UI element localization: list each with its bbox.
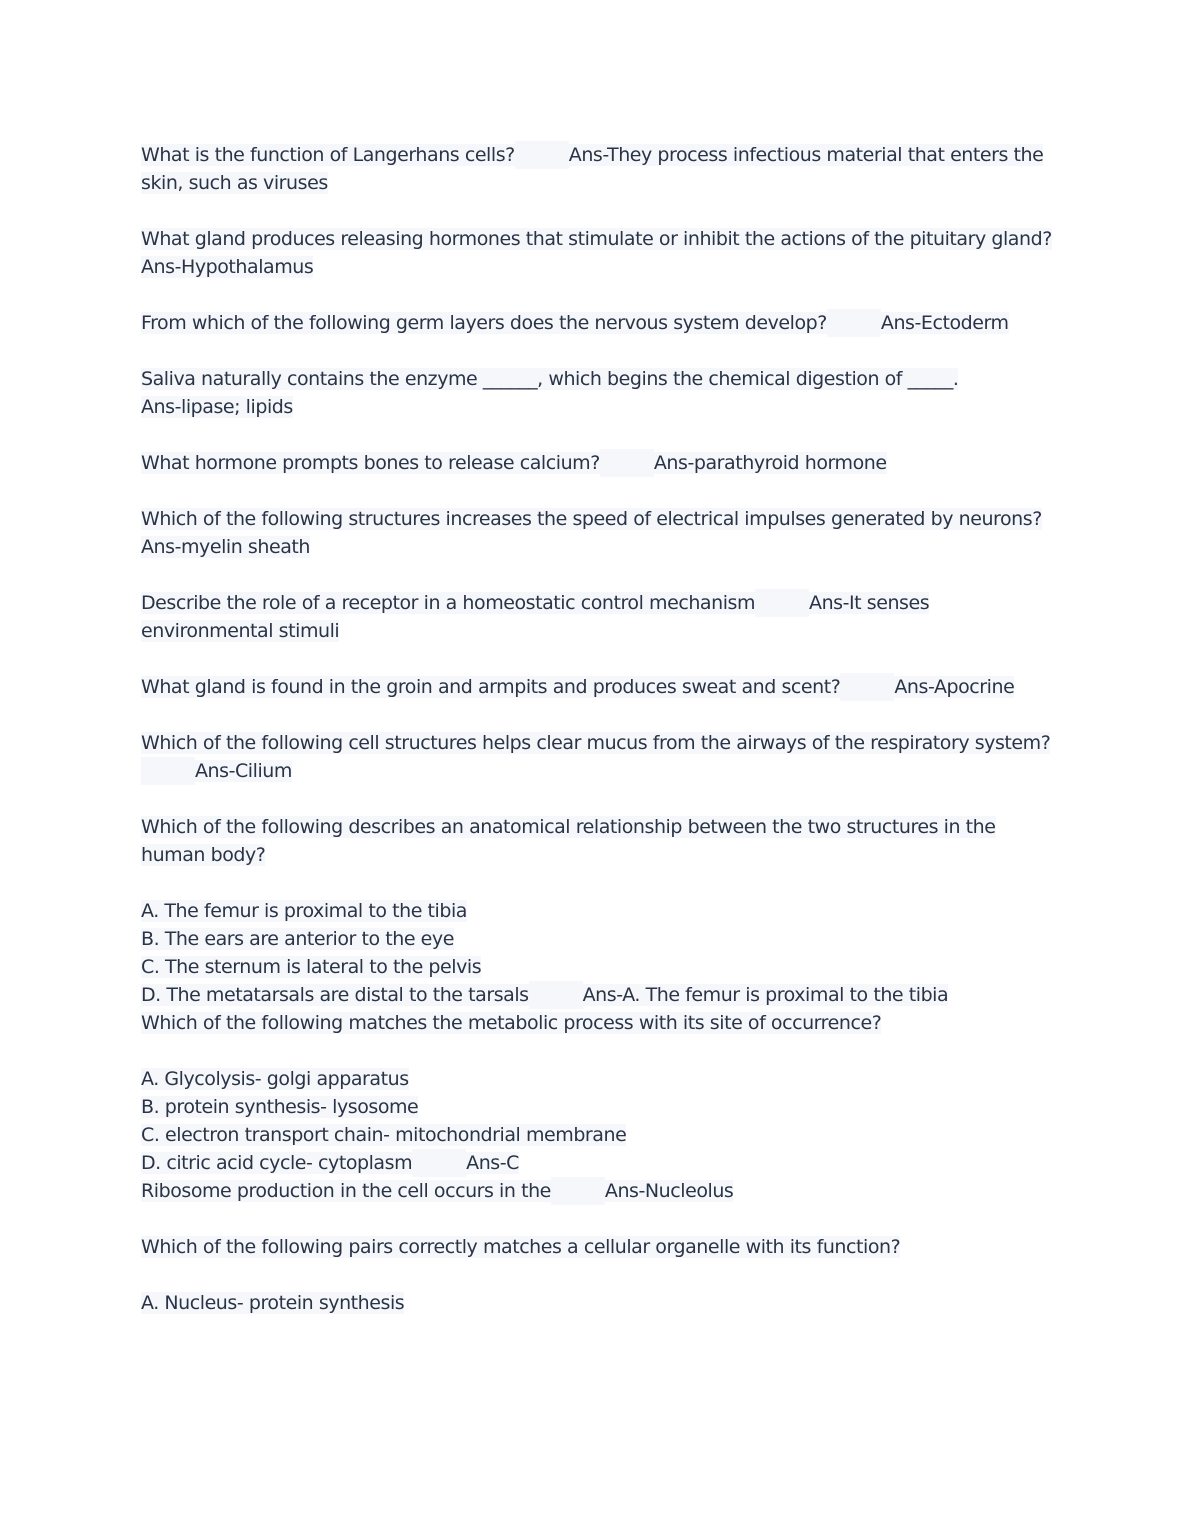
option-item (141, 1289, 1061, 1317)
question-text-block (141, 1233, 1061, 1261)
qa-item (141, 813, 1061, 869)
answer-text: Ans-myelin sheath (141, 536, 310, 558)
qa-item (141, 729, 1061, 785)
answer-text: Ans-lipase; lipids (141, 396, 293, 418)
answer-text: Ans-A. The femur is proximal to the tibia (582, 984, 949, 1006)
answer-text: Ans-Cilium (195, 760, 292, 782)
qa-item (141, 449, 1061, 477)
option-item (141, 981, 1061, 1009)
question-text: Ribosome production in the cell occurs in the (141, 1180, 551, 1202)
option-list (141, 1065, 1061, 1177)
answer-text: Ans-Hypothalamus (141, 256, 314, 278)
option-item (141, 953, 1061, 981)
option-text: B. protein synthesis- lysosome (141, 1096, 419, 1118)
answer-gap (515, 141, 569, 169)
document-page (141, 141, 1061, 1317)
qa-text (141, 365, 1061, 421)
answer-gap (755, 589, 809, 617)
qa-item (141, 1233, 1061, 1261)
question-text: What is the function of Langerhans cells? (141, 144, 515, 166)
answer-text: Ans-They process infectious material that enters the skin, such as viruses (141, 144, 1044, 194)
qa-text (141, 505, 1061, 561)
option-item (141, 1093, 1061, 1121)
option-text: D. citric acid cycle- cytoplasm (141, 1152, 413, 1174)
question-text: What gland is found in the groin and armpits and produces sweat and scent? (141, 676, 841, 698)
option-text: A. The femur is proximal to the tibia (141, 900, 467, 922)
answer-text: Ans-Apocrine (894, 676, 1015, 698)
question-text: Describe the role of a receptor in a homeostatic control mechanism (141, 592, 756, 614)
option-item (141, 897, 1061, 925)
qa-item (141, 309, 1061, 337)
qa-text (141, 449, 1061, 477)
option-item (141, 1149, 1061, 1177)
qa-text (141, 225, 1061, 281)
question-text: What hormone prompts bones to release calcium? (141, 452, 600, 474)
answer-text: Ans-C (466, 1152, 519, 1174)
qa-item (141, 673, 1061, 701)
question-text: Which of the following pairs correctly matches a cellular organelle with its function? (141, 1236, 901, 1258)
qa-text (141, 309, 1061, 337)
question-text: What gland produces releasing hormones that stimulate or inhibit the actions of the pituitary gland? (141, 228, 1052, 250)
answer-text: Ans-Nucleolus (604, 1180, 734, 1202)
option-text: B. The ears are anterior to the eye (141, 928, 454, 950)
question-text: Which of the following describes an anatomical relationship between the two structures in the human body? (141, 816, 996, 866)
qa-text (141, 589, 1061, 645)
answer-gap (600, 449, 654, 477)
option-text: C. electron transport chain- mitochondrial membrane (141, 1124, 627, 1146)
question-text: Which of the following matches the metabolic process with its site of occurrence? (141, 1012, 882, 1034)
answer-gap (840, 673, 894, 701)
question-text: Which of the following cell structures helps clear mucus from the airways of the respiratory system? (141, 732, 1051, 754)
option-item (141, 1065, 1061, 1093)
question-text: Saliva naturally contains the enzyme ______, which begins the chemical digestion of _____. (141, 368, 959, 390)
option-text: A. Nucleus- protein synthesis (141, 1292, 405, 1314)
answer-text: Ans-Ectoderm (880, 312, 1009, 334)
qa-item (141, 1177, 1061, 1205)
option-item (141, 925, 1061, 953)
question-text-block (141, 813, 1061, 869)
option-text: D. The metatarsals are distal to the tarsals (141, 984, 529, 1006)
option-list (141, 897, 1061, 1009)
qa-item (141, 225, 1061, 281)
answer-gap (412, 1149, 466, 1177)
qa-text (141, 141, 1061, 197)
answer-gap (141, 757, 195, 785)
qa-item (141, 365, 1061, 421)
option-item (141, 1121, 1061, 1149)
option-text: A. Glycolysis- golgi apparatus (141, 1068, 409, 1090)
qa-item (141, 141, 1061, 197)
qa-item (141, 505, 1061, 561)
qa-item (141, 1009, 1061, 1037)
answer-gap (529, 981, 583, 1009)
qa-text (141, 673, 1061, 701)
question-text: Which of the following structures increases the speed of electrical impulses generated by neurons? (141, 508, 1042, 530)
question-text: From which of the following germ layers does the nervous system develop? (141, 312, 827, 334)
question-text-block (141, 1009, 1061, 1037)
option-text: C. The sternum is lateral to the pelvis (141, 956, 482, 978)
qa-item (141, 589, 1061, 645)
answer-text: Ans-It senses environmental stimuli (141, 592, 930, 642)
answer-gap (827, 309, 881, 337)
qa-text (141, 729, 1061, 785)
answer-text: Ans-parathyroid hormone (653, 452, 887, 474)
option-list (141, 1289, 1061, 1317)
answer-gap (551, 1177, 605, 1205)
qa-text (141, 1177, 1061, 1205)
